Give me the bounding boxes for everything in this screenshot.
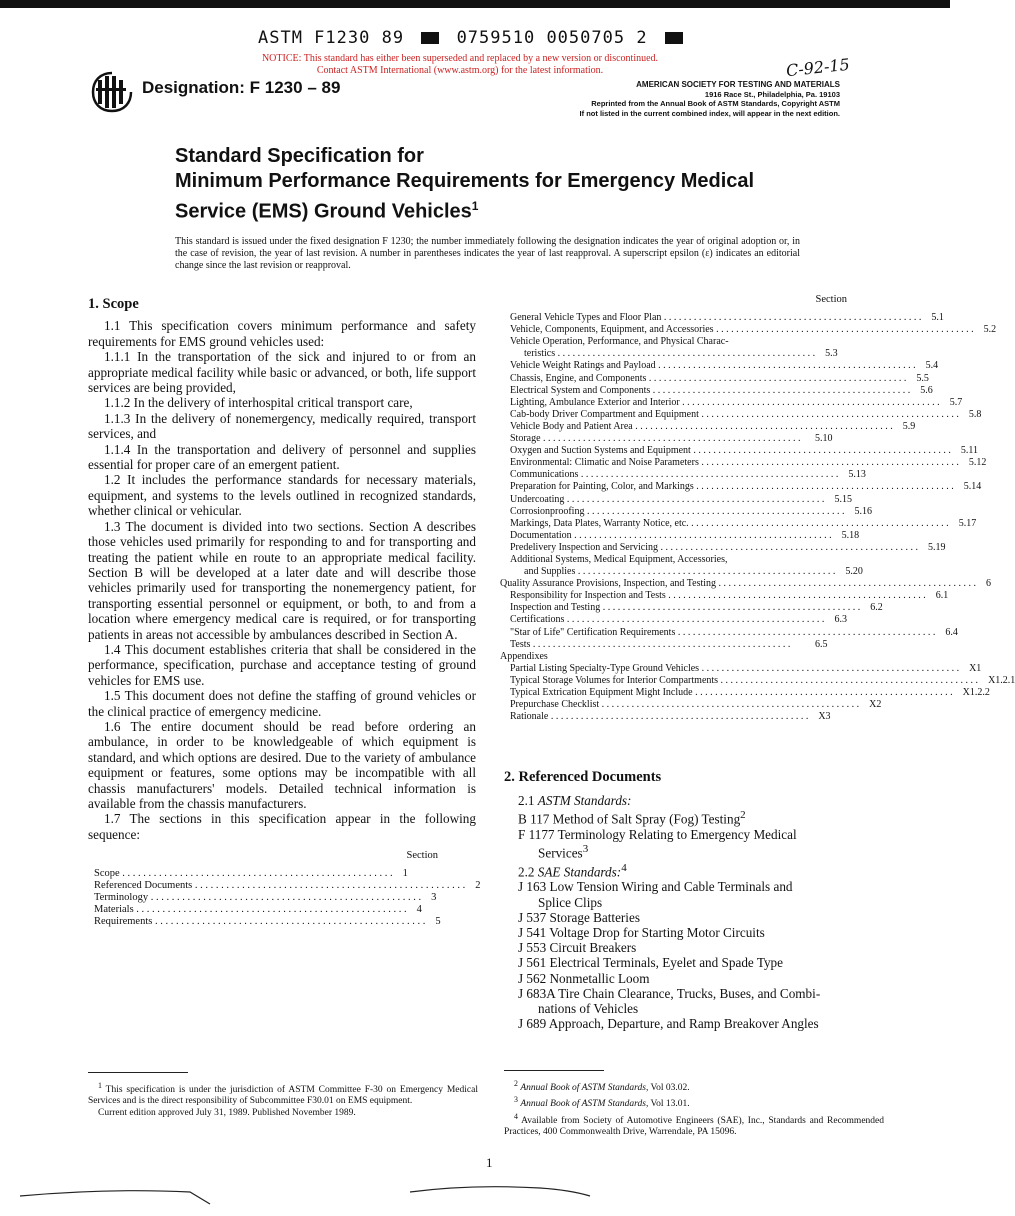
sae-item (504, 940, 884, 955)
footnote-item (504, 1078, 884, 1094)
ref-f1177-text: F 1177 Terminology Relating to Emergency Medical (518, 827, 797, 842)
toc-row-label: "Star of Life" Certification Requirements . . . . . . . . . . . . . . . . . . . . . . . . . . . . . . . . . . . . . . . . . . . . . . . . . . . . (510, 626, 936, 638)
toc-row-number: 5.9 (902, 420, 916, 432)
toc-row-number: 6.5 (815, 638, 828, 650)
notice-line-1: NOTICE: This standard has either been superseded and replaced by a new version or discontinued. (261, 53, 659, 64)
notice-line-2: Contact ASTM International (www.astm.org) for the latest information. (316, 64, 604, 76)
toc-row-label: Additional Systems, Medical Equipment, Accessories, (510, 553, 728, 565)
toc-row (510, 494, 855, 506)
sequence-section-header: Section (406, 850, 438, 862)
toc-row (510, 433, 855, 445)
toc-row-label: Quality Assurance Provisions, Inspection, and Testing . . . . . . . . . . . . . . . . . . . . . . . . . . . . . . . . . . . . . . . . . . . . . . . . . . . . (500, 578, 977, 590)
sequence-row-label: Materials . . . . . . . . . . . . . . . . . . . . . . . . . . . . . . . . . . . . . . . . . . . . . . . . . . . . (94, 904, 407, 916)
ref-b117 (504, 808, 884, 827)
barcode-numbers: 0759510 0050705 2 (456, 28, 648, 48)
sequence-row-number: 2 (475, 879, 481, 891)
toc-row-number: X1 (969, 662, 982, 674)
scope-paragraph: 1.1.4 In the transportation and delivery of personnel and supplies essential for proper care of an emergent patient. (88, 441, 476, 473)
toc-row (510, 384, 933, 397)
sequence-row-number: 3 (431, 892, 437, 904)
toc-row-label: Appendixes (500, 650, 548, 662)
toc-row (510, 662, 982, 675)
toc-row-label: Vehicle, Components, Equipment, and Accessories . . . . . . . . . . . . . . . . . . . . . . . . . . . . . . . . . . . . . . . . . . . . . . . . . . . . (510, 324, 974, 336)
toc-row-label: Inspection and Testing . . . . . . . . . . . . . . . . . . . . . . . . . . . . . . . . . . . . . . . . . . . . . . . . . . . . (510, 602, 861, 614)
footnote-italic: Annual Book of ASTM Standards, (520, 1099, 649, 1110)
title-line-1: Standard Specification for (175, 145, 424, 167)
toc-row (510, 445, 978, 457)
ref-b117-text: B 117 Method of Salt Spray (Fog) Testing (518, 811, 741, 827)
toc-row-label: Typical Storage Volumes for Interior Compartments . . . . . . . . . . . . . . . . . . . . . . . . . . . . . . . . . . . . . . . . . . . . . . . . . . . . (510, 674, 979, 686)
barcode-line (258, 28, 689, 48)
toc-row-number: 5.19 (928, 541, 946, 553)
toc-row-label: Tests . . . . . . . . . . . . . . . . . . . . . . . . . . . . . . . . . . . . . . . . . . . . . . . . . . . . (510, 638, 791, 650)
scope-paragraph: 1.5 This document does not define the staffing of ground vehicles or the clinical practice of emergency medicine. (88, 688, 476, 719)
toc-row-number: 5.11 (960, 445, 978, 457)
toc-row (510, 517, 977, 530)
astm-standards-title: ASTM Standards: (537, 793, 632, 809)
sae-item-text: J 537 Storage Batteries (518, 909, 640, 925)
sequence-row (94, 879, 481, 892)
toc-row-label: Storage . . . . . . . . . . . . . . . . . . . . . . . . . . . . . . . . . . . . . . . . . . . . . . . . . . . . (510, 433, 801, 445)
toc-row-number: 5.7 (949, 396, 963, 408)
toc-row (510, 626, 958, 639)
toc-row (510, 420, 916, 433)
sequence-row (94, 904, 454, 916)
left-column (88, 296, 481, 929)
toc-row-number: 5.16 (854, 505, 872, 517)
sequence-row-label: Scope . . . . . . . . . . . . . . . . . . . . . . . . . . . . . . . . . . . . . . . . . . . . . . . . . . . . (94, 867, 393, 879)
toc-row-label: Responsibility for Inspection and Tests . . . . . . . . . . . . . . . . . . . . . . . . . . . . . . . . . . . . . . . . . . . . . . . . . . . . (510, 590, 926, 602)
footnote-italic: Annual Book of ASTM Standards, (520, 1083, 649, 1094)
toc-row-number: 5.18 (841, 529, 860, 541)
toc-row (510, 554, 855, 566)
society-reprint: Reprinted from the Annual Book of ASTM Standards, Copyright ASTM (591, 99, 840, 108)
toc-row (500, 650, 855, 663)
toc-row (510, 457, 987, 469)
toc-row-number: 6.2 (870, 602, 883, 614)
toc-row-label: Electrical System and Components . . . . . . . . . . . . . . . . . . . . . . . . . . . . . . . . . . . . . . . . . . . . . . . . . . . . (510, 384, 911, 396)
toc-row-number: 5.15 (834, 493, 852, 505)
toc-row-label: Typical Extrication Equipment Might Include . . . . . . . . . . . . . . . . . . . . . . . . . . . . . . . . . . . . . . . . . . . . . . . . . . . . (510, 687, 953, 698)
footnote-text: Available from Society of Automotive Engineers (SAE), Inc., Standards and Recommended Practices, 400 Commonwealth Drive, Warrendale, PA 15096. (504, 1116, 884, 1138)
scope-paragraph: 1.7 The sections in this specification appear in the following sequence: (88, 811, 476, 842)
handwritten-annotation: C-92-15 (785, 54, 851, 81)
footnote-item (504, 1094, 884, 1110)
society-index-note: If not listed in the current combined index, will appear in the next edition. (579, 108, 840, 118)
sae-item-cont: nations of Vehicles (538, 1001, 639, 1017)
sae-standards-number: 2.2 (518, 864, 535, 880)
footnote-1 (88, 1080, 478, 1108)
toc-row-label: Partial Listing Specialty-Type Ground Vehicles . . . . . . . . . . . . . . . . . . . . . . . . . . . . . . . . . . . . . . . . . . . . . . . . . . . . (510, 662, 960, 674)
toc-row-label: Markings, Data Plates, Warranty Notice, etc. . . . . . . . . . . . . . . . . . . . . . . . . . . . . . . . . . . . . . . . . . . . . . . . . . . . . (510, 517, 949, 529)
toc-row-number: 5.20 (845, 566, 863, 578)
sae-item-text: J 562 Nonmetallic Loom (518, 970, 650, 986)
ref-f1177-cont (518, 842, 884, 861)
toc-row (510, 408, 982, 421)
toc-row (510, 590, 949, 602)
footnote-mark: 3 (514, 1095, 518, 1105)
sae-item (504, 971, 884, 986)
barcode-text: ASTM F1230 89 (258, 28, 405, 48)
toc-row (510, 469, 866, 481)
toc-row-label: Preparation for Painting, Color, and Markings . . . . . . . . . . . . . . . . . . . . . . . . . . . . . . . . . . . . . . . . . . . . . . . . . . . . (510, 481, 954, 493)
scan-artifact-line (410, 1180, 590, 1200)
society-address: 1916 Race St., Philadelphia, Pa. 19103 (704, 89, 840, 99)
toc-row (510, 711, 855, 723)
toc-row (510, 687, 990, 699)
toc-row-number: X3 (818, 711, 831, 723)
toc-row (510, 541, 946, 554)
ref-b117-sup: 2 (740, 809, 746, 822)
toc-row-number (805, 336, 855, 348)
referenced-documents (504, 770, 884, 1031)
sae-item-text: J 163 Low Tension Wiring and Cable Terminals and (518, 879, 793, 895)
sequence-row-number: 1 (402, 867, 408, 879)
toc-row-number: 5.14 (963, 481, 982, 493)
barcode-block (421, 32, 439, 44)
ref-f1177-cont-text: Services (538, 845, 583, 861)
toc-row-number: 5.2 (983, 324, 997, 336)
toc-row-label: Chassis, Engine, and Components . . . . . . . . . . . . . . . . . . . . . . . . . . . . . . . . . . . . . . . . . . . . . . . . . . . . (510, 372, 907, 384)
toc-row-label: Predelivery Inspection and Servicing . . . . . . . . . . . . . . . . . . . . . . . . . . . . . . . . . . . . . . . . . . . . . . . . . . . . (510, 541, 919, 553)
scan-artifact-line (20, 1186, 210, 1206)
astm-logo-icon (90, 70, 134, 114)
toc-row (510, 312, 944, 324)
toc-row-label: Rationale . . . . . . . . . . . . . . . . . . . . . . . . . . . . . . . . . . . . . . . . . . . . . . . . . . . . (510, 711, 809, 723)
title-line-3 (175, 194, 815, 225)
toc-row-number: 6.1 (935, 590, 949, 602)
toc-row-number: 5.13 (848, 469, 866, 481)
sae-item-text: J 561 Electrical Terminals, Eyelet and Spade Type (518, 955, 783, 971)
toc-row-label: Environmental: Climatic and Noise Parameters . . . . . . . . . . . . . . . . . . . . . . . . . . . . . . . . . . . . . . . . . . . . . . . . . . . . (510, 457, 959, 469)
designation-label: Designation: F 1230 – 89 (142, 78, 341, 97)
toc-row (510, 481, 982, 493)
toc-row (510, 348, 855, 360)
toc-row (510, 529, 860, 542)
toc-row-label: Vehicle Operation, Performance, and Physical Charac- (510, 336, 729, 348)
page-number: 1 (486, 1155, 493, 1170)
ref-f1177-sup: 3 (582, 843, 589, 856)
toc-row-number: 5.17 (958, 517, 977, 529)
toc-row (510, 324, 997, 336)
toc-row (510, 674, 1015, 687)
sequence-row-number: 4 (416, 904, 422, 916)
toc-row-label: Oxygen and Suction Systems and Equipment . . . . . . . . . . . . . . . . . . . . . . . . . . . . . . . . . . . . . . . . . . . . . . . . . . . . (510, 445, 951, 457)
footnote-rule-right (504, 1070, 604, 1071)
toc-row-label: General Vehicle Types and Floor Plan . . . . . . . . . . . . . . . . . . . . . . . . . . . . . . . . . . . . . . . . . . . . . . . . . . . . (510, 312, 922, 324)
toc-row-label: teristics . . . . . . . . . . . . . . . . . . . . . . . . . . . . . . . . . . . . . . . . . . . . . . . . . . . . (524, 348, 816, 360)
toc-row-number: 5.4 (925, 360, 939, 372)
toc-row (510, 360, 939, 372)
footnote-1-edition: Current edition approved July 31, 1989. Published November 1989. (98, 1107, 356, 1118)
sequence-row-label: Referenced Documents . . . . . . . . . . . . . . . . . . . . . . . . . . . . . . . . . . . . . . . . . . . . . . . . . . . . (94, 879, 466, 891)
toc-row (510, 505, 872, 518)
toc-row-label: Corrosionproofing . . . . . . . . . . . . . . . . . . . . . . . . . . . . . . . . . . . . . . . . . . . . . . . . . . . . (510, 505, 845, 517)
scope-paragraph: 1.1.3 In the delivery of nonemergency, medically required, transport services, and (88, 410, 476, 442)
toc-row (510, 336, 855, 348)
sae-item-text: J 541 Voltage Drop for Starting Motor Circuits (518, 925, 765, 940)
sae-standards-label (504, 861, 884, 880)
sae-item-text: J 689 Approach, Departure, and Ramp Breakover Angles (518, 1016, 819, 1032)
footnote-item (504, 1111, 884, 1139)
toc-row (510, 602, 883, 614)
toc-row-number: X1.2.1 (988, 674, 1015, 686)
footnote-right (504, 1078, 884, 1139)
sequence-row (94, 868, 454, 880)
sae-item (504, 925, 884, 940)
scope-paragraph: 1.6 The entire document should be read before ordering an ambulance, in order to be knowledgeable of which equipment is standard, and which options are desired. Due to the variety of ambulance equipment or features, some options may be incompatible with all chassis manufacturers' models. Detailed technical information is available from the chassis manufacturers. (88, 718, 476, 811)
toc-row-label: Undercoating . . . . . . . . . . . . . . . . . . . . . . . . . . . . . . . . . . . . . . . . . . . . . . . . . . . . (510, 493, 825, 505)
footnote-rule-left (88, 1072, 188, 1073)
toc-row-number: 5.3 (825, 348, 838, 360)
toc-row-number: 5.10 (815, 433, 833, 445)
footnote-text: Vol 13.01. (648, 1099, 690, 1110)
footnote-1-mark: 1 (98, 1081, 102, 1090)
toc-row-number: 6.3 (834, 614, 847, 626)
toc-row-label: and Supplies . . . . . . . . . . . . . . . . . . . . . . . . . . . . . . . . . . . . . . . . . . . . . . . . . . . . (524, 566, 836, 578)
sae-item (504, 879, 884, 909)
toc-row (510, 699, 882, 711)
toc-row (510, 639, 855, 651)
sae-item (504, 955, 884, 970)
sae-item-text: J 553 Circuit Breakers (518, 940, 637, 956)
toc-row (510, 396, 963, 409)
sae-standards-title: SAE Standards: (537, 864, 622, 880)
toc-row (510, 372, 929, 385)
toc-row-label: Vehicle Body and Patient Area . . . . . . . . . . . . . . . . . . . . . . . . . . . . . . . . . . . . . . . . . . . . . . . . . . . . (510, 420, 893, 432)
toc-row-label: Certifications . . . . . . . . . . . . . . . . . . . . . . . . . . . . . . . . . . . . . . . . . . . . . . . . . . . . (510, 614, 825, 626)
sequence-row (94, 892, 454, 904)
referenced-heading: 2. Referenced Documents (504, 769, 662, 785)
title-footnote-mark: 1 (471, 199, 479, 213)
sae-list (504, 879, 884, 1031)
footnote-mark: 2 (514, 1079, 518, 1088)
section-toc (500, 294, 1015, 723)
toc-row-number: X2 (869, 699, 882, 711)
toc-row-label: Communications . . . . . . . . . . . . . . . . . . . . . . . . . . . . . . . . . . . . . . . . . . . . . . . . . . . . (510, 469, 839, 481)
toc-row-number: 5.12 (968, 457, 987, 469)
title-line-3-text: Service (EMS) Ground Vehicles (175, 200, 472, 223)
sae-item (504, 1016, 884, 1031)
footnote-left (88, 1080, 478, 1119)
scope-paragraph: 1.1 This specification covers minimum performance and safety requirements for EMS ground vehicles used: (88, 318, 476, 349)
astm-standards-label (504, 793, 884, 808)
intro-paragraph: This standard is issued under the fixed designation F 1230; the number immediately following the designation indicates the year of original adoption or, in the case of revision, the year of last revision. A number in parentheses indicates the year of last reapproval. A superscript epsilon (ε) indicates an editorial change since the last revision or reapproval. (175, 236, 800, 271)
toc-row-label: Lighting, Ambulance Exterior and Interior . . . . . . . . . . . . . . . . . . . . . . . . . . . . . . . . . . . . . . . . . . . . . . . . . . . . (510, 396, 940, 408)
toc-list (500, 312, 1015, 723)
sae-standards-sup: 4 (621, 861, 627, 874)
toc-row-number: 5.1 (931, 312, 944, 324)
document-title (175, 144, 815, 225)
sequence-row-label: Terminology . . . . . . . . . . . . . . . . . . . . . . . . . . . . . . . . . . . . . . . . . . . . . . . . . . . . (94, 892, 422, 904)
astm-standards-number: 2.1 (518, 793, 535, 809)
toc-row-label: Vehicle Weight Ratings and Payload . . . . . . . . . . . . . . . . . . . . . . . . . . . . . . . . . . . . . . . . . . . . . . . . . . . . (510, 360, 916, 372)
society-name: AMERICAN SOCIETY FOR TESTING AND MATERIALS (636, 80, 840, 89)
scope-paragraph: 1.3 The document is divided into two sections. Section A describes those vehicles used primarily for responding to and for transporting and treating the patient while en route to an appropriate medical facility. Section B will be developed at a later date and will describe those vehicles primarily used for transporting the nonemergency patient, for transporting essential personnel or equipment, or both, to and from a location where emergency medical care is required, or for transporting patients in areas not accessible by ambulances described in Section A. (88, 518, 476, 642)
scope-heading: 1. Scope (88, 296, 139, 312)
scope-paragraph: 1.1.2 In the delivery of interhospital critical transport care, (104, 395, 413, 411)
toc-row-number (805, 554, 855, 566)
scope-paragraph: 1.1.1 In the transportation of the sick and injured to or from an appropriate medical facility while basic or advanced, or both, life support services are being provided, (88, 349, 476, 396)
scope-paragraph: 1.2 It includes the performance standards for necessary materials, equipment, and systems to the levels outlined in recognized standards, whether clinical or vehicular. (88, 472, 476, 519)
barcode-block-end (665, 32, 683, 44)
footnote-1-text: This specification is under the jurisdiction of ASTM Committee F-30 on Emergency Medical Services and is the direct responsibility of Subcommittee F30.01 on EMS equipment. (88, 1085, 478, 1107)
sequence-row-label: Requirements . . . . . . . . . . . . . . . . . . . . . . . . . . . . . . . . . . . . . . . . . . . . . . . . . . . . (94, 916, 426, 928)
toc-row (510, 566, 863, 578)
footnote-text: Vol 03.02. (648, 1083, 690, 1094)
sequence-list (94, 867, 481, 929)
sae-item-text: J 683A Tire Chain Clearance, Trucks, Buses, and Combi- (518, 985, 821, 1001)
title-line-2: Minimum Performance Requirements for Emergency Medical (175, 170, 755, 192)
toc-row-label: Cab-body Driver Compartment and Equipment . . . . . . . . . . . . . . . . . . . . . . . . . . . . . . . . . . . . . . . . . . . . . . . . . . . . (510, 408, 959, 420)
toc-row-number: 5.5 (916, 372, 929, 384)
supersede-notice (240, 53, 680, 76)
toc-row-number: 5.8 (968, 408, 982, 420)
sequence-row-number: 5 (435, 916, 441, 928)
toc-section-header: Section (815, 294, 847, 305)
toc-row-number (805, 651, 855, 663)
footnote-mark: 4 (514, 1111, 518, 1121)
toc-row-number: X1.2.2 (962, 687, 990, 698)
top-border-bar (0, 0, 950, 8)
toc-row-number: 6.4 (945, 626, 958, 638)
toc-row-number: 5.6 (920, 384, 933, 396)
sae-item (504, 910, 884, 925)
society-block (460, 80, 840, 118)
sequence-row (94, 916, 454, 928)
toc-row (500, 578, 992, 590)
toc-row-label: Prepurchase Checklist . . . . . . . . . . . . . . . . . . . . . . . . . . . . . . . . . . . . . . . . . . . . . . . . . . . . (510, 699, 860, 711)
toc-row (510, 614, 855, 626)
toc-row-number: 6 (986, 578, 992, 590)
toc-row-label: Documentation . . . . . . . . . . . . . . . . . . . . . . . . . . . . . . . . . . . . . . . . . . . . . . . . . . . . (510, 529, 832, 541)
sae-item (504, 986, 884, 1016)
scope-paragraph: 1.4 This document establishes criteria that shall be considered in the performance, specification, purchase and acceptance testing of ground vehicles for EMS use. (88, 641, 476, 688)
ref-f1177 (504, 827, 884, 861)
sae-item-cont: Splice Clips (538, 894, 603, 910)
